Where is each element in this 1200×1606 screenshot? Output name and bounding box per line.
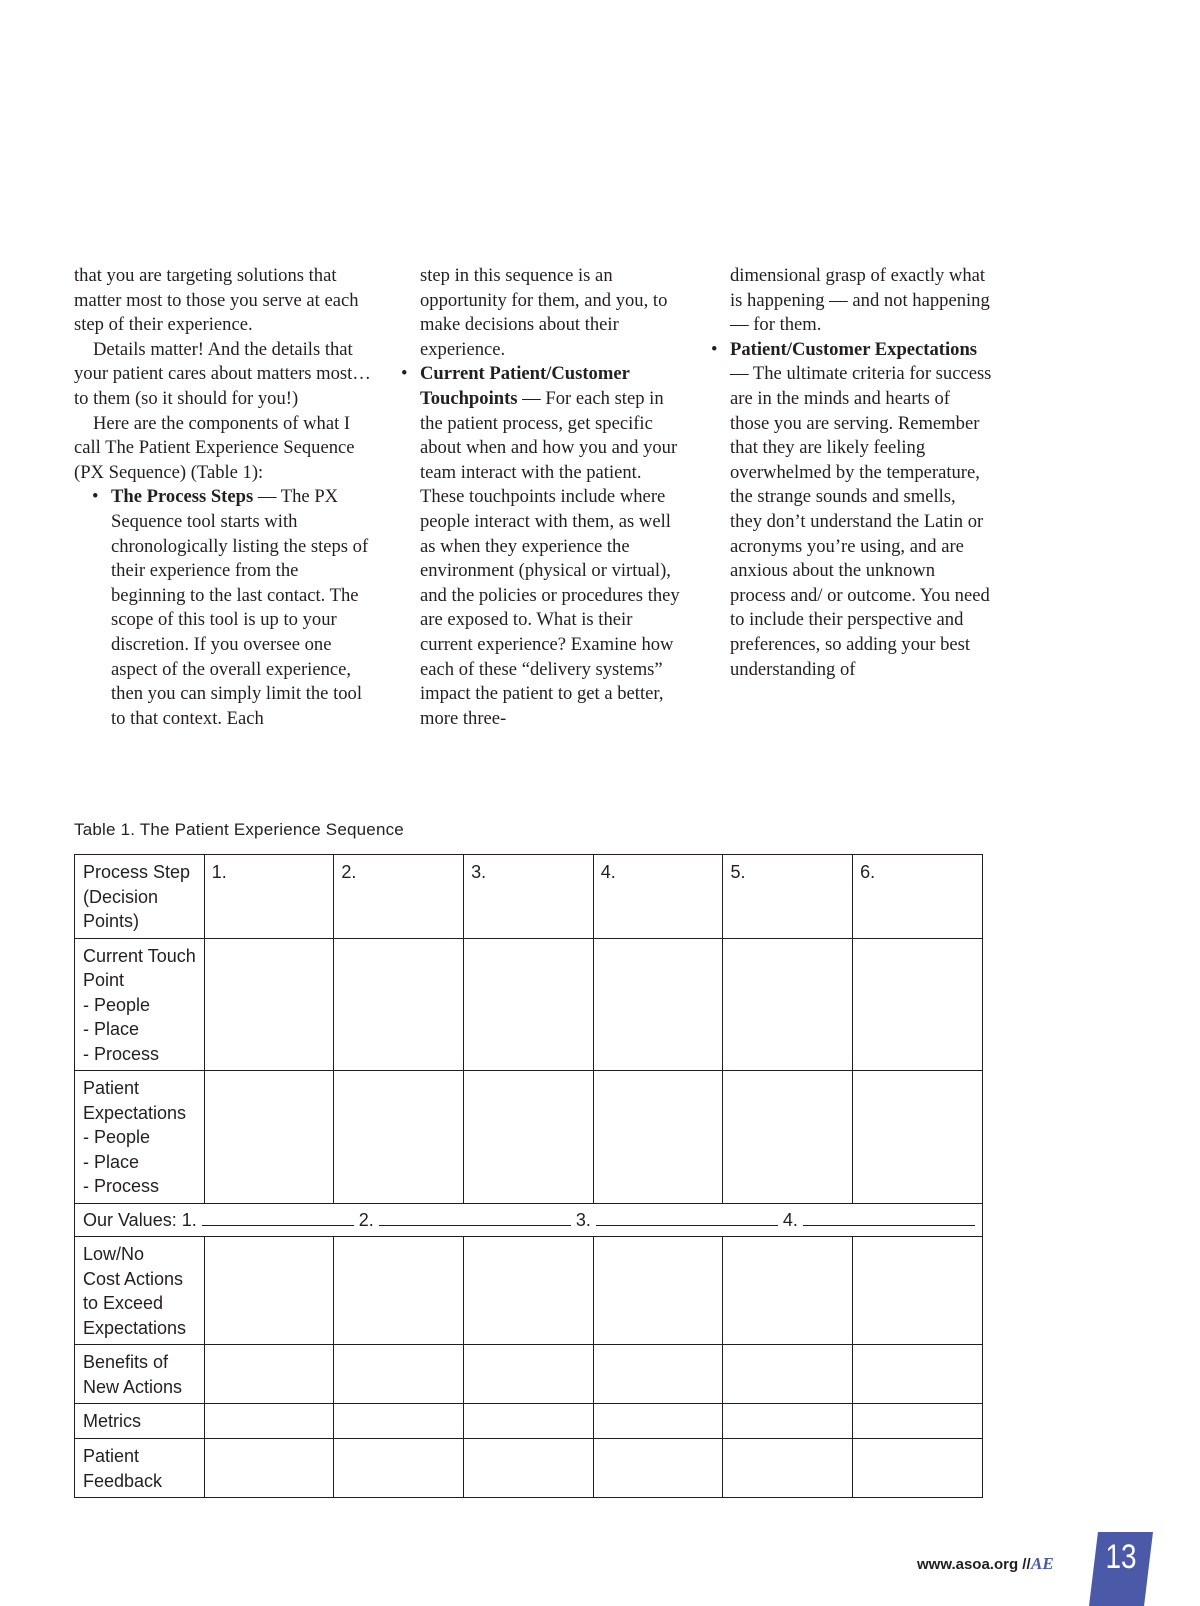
bullet-title: The Process Steps: [111, 486, 254, 508]
table-cell: [853, 938, 983, 1071]
table-cell: [334, 1404, 464, 1439]
step-cell: 1.: [204, 855, 334, 939]
values-cell: Our Values: 1. 2. 3. 4.: [75, 1203, 983, 1237]
table-cell: [853, 1439, 983, 1498]
step-cell: 2.: [334, 855, 464, 939]
row-header: Current Touch Point - People - Place - Process: [75, 938, 205, 1071]
bullet-icon: •: [711, 338, 718, 360]
table-cell: [464, 1071, 594, 1204]
step-cell: 6.: [853, 855, 983, 939]
table-row: [75, 938, 983, 1071]
paragraph: Details matter! And the details that your patient cares about matters most…to them (so it should for you!): [74, 338, 371, 409]
table-cell: [723, 1071, 853, 1204]
values-blank-2: [379, 1210, 571, 1226]
bullet-text: — For each step in the patient process, get specific about when and how you and your team interact with the patient. These touchpoints include where people interact with them, as well as when they experience the environment (physical or virtual), and the policies or procedures they are exposed to. What is their current experience? Examine how each of these “delivery systems” impact the patient to get a better, more three-: [420, 387, 680, 729]
table-cell: [204, 938, 334, 1071]
table-row: [75, 1237, 983, 1345]
table-cell: [204, 1404, 334, 1439]
table-cell: [723, 1439, 853, 1498]
values-blank-4: [803, 1210, 975, 1226]
row-header: Patient Feedback: [75, 1439, 205, 1498]
table-cell: [593, 1071, 723, 1204]
bullet-text: — The ultimate criteria for success are in the minds and hearts of those you are serving. Remember that they are likely feeling overwhelmed by the temperature, the strange sounds and smells, they don’t understand the Latin or acronyms you’re using, and are anxious about the unknown process and/ or outcome. You need to include their perspective and preferences, so adding your best understanding of: [730, 363, 992, 680]
table-caption: Table 1. The Patient Experience Sequence: [74, 820, 404, 839]
table-cell: [204, 1345, 334, 1404]
table-cell: [464, 938, 594, 1071]
table-cell: [593, 1345, 723, 1404]
table-cell: [853, 1345, 983, 1404]
bullet-expectations: [711, 338, 992, 682]
table-cell: [723, 1404, 853, 1439]
table-row: [75, 1345, 983, 1404]
bullet-touchpoints: [401, 362, 682, 731]
table-cell: [593, 938, 723, 1071]
bullet-icon: •: [92, 486, 99, 508]
table-cell: [204, 1439, 334, 1498]
paragraph: dimensional grasp of exactly what is happening — and not happening — for them.: [730, 265, 990, 336]
table-cell: [334, 938, 464, 1071]
table-cell: [464, 1237, 594, 1345]
table-cell: [334, 1439, 464, 1498]
step-cell: 5.: [723, 855, 853, 939]
table-cell: [593, 1237, 723, 1345]
table-cell: [334, 1071, 464, 1204]
article-column-1: [74, 264, 374, 731]
bullet-process-steps: [74, 485, 374, 731]
table-cell: [723, 1237, 853, 1345]
paragraph: Here are the components of what I call The Patient Experience Sequence (PX Sequence) (Table 1):: [74, 412, 355, 483]
bullet-title: Current Patient/Customer Touchpoints: [420, 363, 630, 409]
row-header: Patient Expectations - People - Place - Process: [75, 1071, 205, 1204]
values-blank-3: [596, 1210, 778, 1226]
table-row: [75, 1071, 983, 1204]
bullet-icon: •: [401, 363, 408, 385]
table-row-values: [75, 1203, 983, 1237]
table-cell: [464, 1439, 594, 1498]
table-cell: [464, 1404, 594, 1439]
table-cell: [464, 1345, 594, 1404]
table-cell: [593, 1404, 723, 1439]
table-row: [75, 1439, 983, 1498]
row-header: Process Step (Decision Points): [75, 855, 205, 939]
bullet-text: — The PX Sequence tool starts with chronologically listing the steps of their experience from the beginning to the last contact. The scope of this tool is up to your discretion. If you oversee one aspect of the overall experience, then you can simply limit the tool to that context. Each: [111, 486, 369, 729]
values-blank-1: [202, 1210, 354, 1226]
row-header: Low/No Cost Actions to Exceed Expectations: [75, 1237, 205, 1345]
table-cell: [334, 1345, 464, 1404]
table-row: [75, 1404, 983, 1439]
table-cell: [204, 1237, 334, 1345]
table-cell: [723, 1345, 853, 1404]
step-cell: 3.: [464, 855, 594, 939]
table-cell: [723, 938, 853, 1071]
row-header: Benefits of New Actions: [75, 1345, 205, 1404]
px-sequence-table: [74, 854, 983, 1498]
table-cell: [204, 1071, 334, 1204]
row-header: Metrics: [75, 1404, 205, 1439]
table-cell: [853, 1404, 983, 1439]
page-number: 13: [1105, 1538, 1137, 1576]
footer-url-link[interactable]: www.asoa.org //: [917, 1556, 1031, 1573]
article-column-2: [401, 264, 682, 731]
magazine-logo: AE: [1031, 1554, 1054, 1573]
paragraph: step in this sequence is an opportunity for them, and you, to make decisions about their experience.: [420, 265, 668, 360]
table-cell: [334, 1237, 464, 1345]
paragraph: that you are targeting solutions that matter most to those you serve at each step of their experience.: [74, 265, 359, 336]
table-cell: [853, 1237, 983, 1345]
article-column-3: [711, 264, 992, 682]
table-row: [75, 855, 983, 939]
table-cell: [853, 1071, 983, 1204]
step-cell: 4.: [593, 855, 723, 939]
bullet-title: Patient/Customer Expectations: [730, 338, 978, 360]
table-cell: [593, 1439, 723, 1498]
